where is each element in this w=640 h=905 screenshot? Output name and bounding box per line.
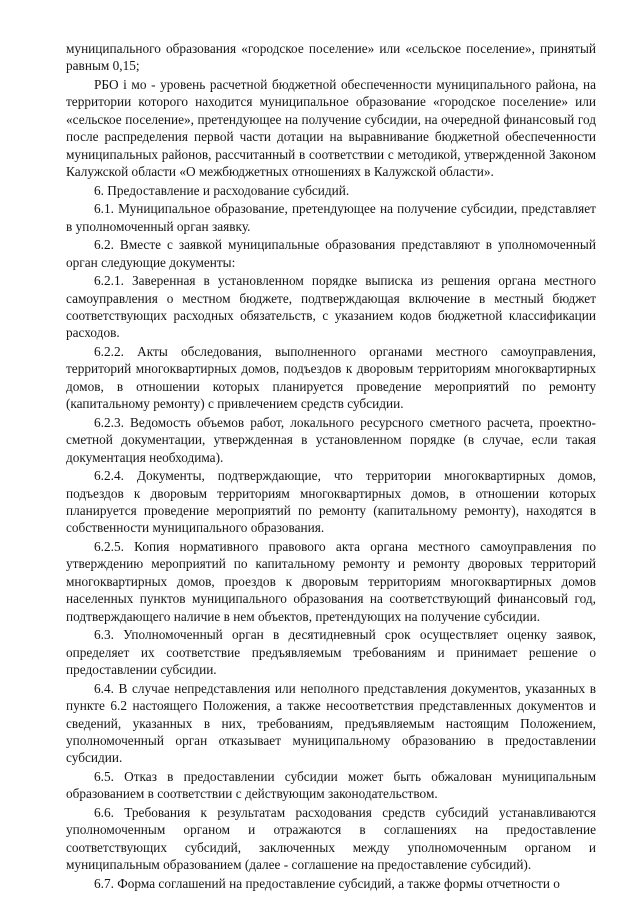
paragraph-text: 6.2.3. Ведомость объемов работ, локального ресурсного сметного расчета, проектно-сметной документации, утвержденная в установленном порядке (в случае, если такая документация необходима). — [66, 414, 596, 465]
paragraph-text: 6.2.4. Документы, подтверждающие, что территории многоквартирных домов, подъездов к дворовым территориям многоквартирных домов, в отношении которых планируется проведение мероприятий по ремонту (капитальному ремонту), находятся в собственности муниципального образования. — [66, 468, 596, 536]
paragraph-text: 6.2. Вместе с заявкой муниципальные образования представляют в уполномоченный орган следующие документы: — [66, 237, 596, 270]
paragraph-text: муниципального образования «городское поселение» или «сельское поселение», принятый равным 0,15; — [66, 41, 596, 74]
paragraph-text: РБО i мо - уровень расчетной бюджетной обеспеченности муниципального района, на территории которого находится муниципальное образование «городское поселение» или «сельское поселение», претендующее на получение субсидии, на очередной финансовый год после распределения первой части дотации на выравнивание бюджетной обеспеченности муниципальных районов, рассчитанный в соответствии с методикой, утвержденной Законом Калужской области «О межбюджетных отношениях в Калужской области». — [66, 77, 596, 180]
paragraph-text: 6.2.2. Акты обследования, выполненного органами местного самоуправления, территорий многоквартирных домов, подъездов к дворовым территориям многоквартирных домов, в отношении которых планируется проведение мероприятий по ремонту (капитальному ремонту) с привлечением средств субсидии. — [66, 344, 596, 412]
paragraph-text: 6.4. В случае непредставления или неполного представления документов, указанных в пункте 6.2 настоящего Положения, а также несоответствия представленных документов и сведений, указанных в них, требованиям, предъявляемым настоящим Положением, уполномоченный орган отказывает муниципальному образованию в предоставлении субсидии. — [66, 680, 596, 766]
paragraph-text: 6.3. Уполномоченный орган в десятидневный срок осуществляет оценку заявок, определяет их соответствие предъявляемым требованиям и принимает решение о предоставлении субсидии. — [66, 627, 596, 678]
paragraph-text: 6.1. Муниципальное образование, претендующее на получение субсидии, представляет в уполномоченный орган заявку. — [66, 201, 596, 234]
section-heading: 6. Предоставление и расходование субсидий. — [94, 182, 350, 198]
paragraph-text: 6.2.1. Заверенная в установленном порядке выписка из решения органа местного самоуправления о местном бюджете, подтверждающая включение в местный бюджет соответствующих расходных обязательств, с указанием кодов бюджетной классификации расходов. — [66, 273, 596, 341]
paragraph-text: 6.6. Требования к результатам расходования средств субсидий устанавливаются уполномоченным органом и отражаются в соглашениях на предоставление соответствующих субсидий, заключенных между уполномоченным органом и муниципальным образованием (далее - соглашение на предоставление субсидий). — [66, 804, 596, 873]
paragraph-text: 6.2.5. Копия нормативного правового акта органа местного самоуправления по утверждению мероприятий по капитальному ремонту и ремонту дворовых территорий многоквартирных домов, проездов к дворовым территориям многоквартирных домов населенных пунктов муниципального образования на соответствующий финансовый год, подтверждающего наличие в нем объектов, претендующих на получение субсидии. — [66, 539, 596, 624]
paragraph-text: 6.7. Форма соглашений на предоставление субсидий, а также формы отчетности о — [94, 875, 560, 891]
paragraph-text: 6.5. Отказ в предоставлении субсидии может быть обжалован муниципальным образованием в соответствии с действующим законодательством. — [66, 768, 596, 802]
